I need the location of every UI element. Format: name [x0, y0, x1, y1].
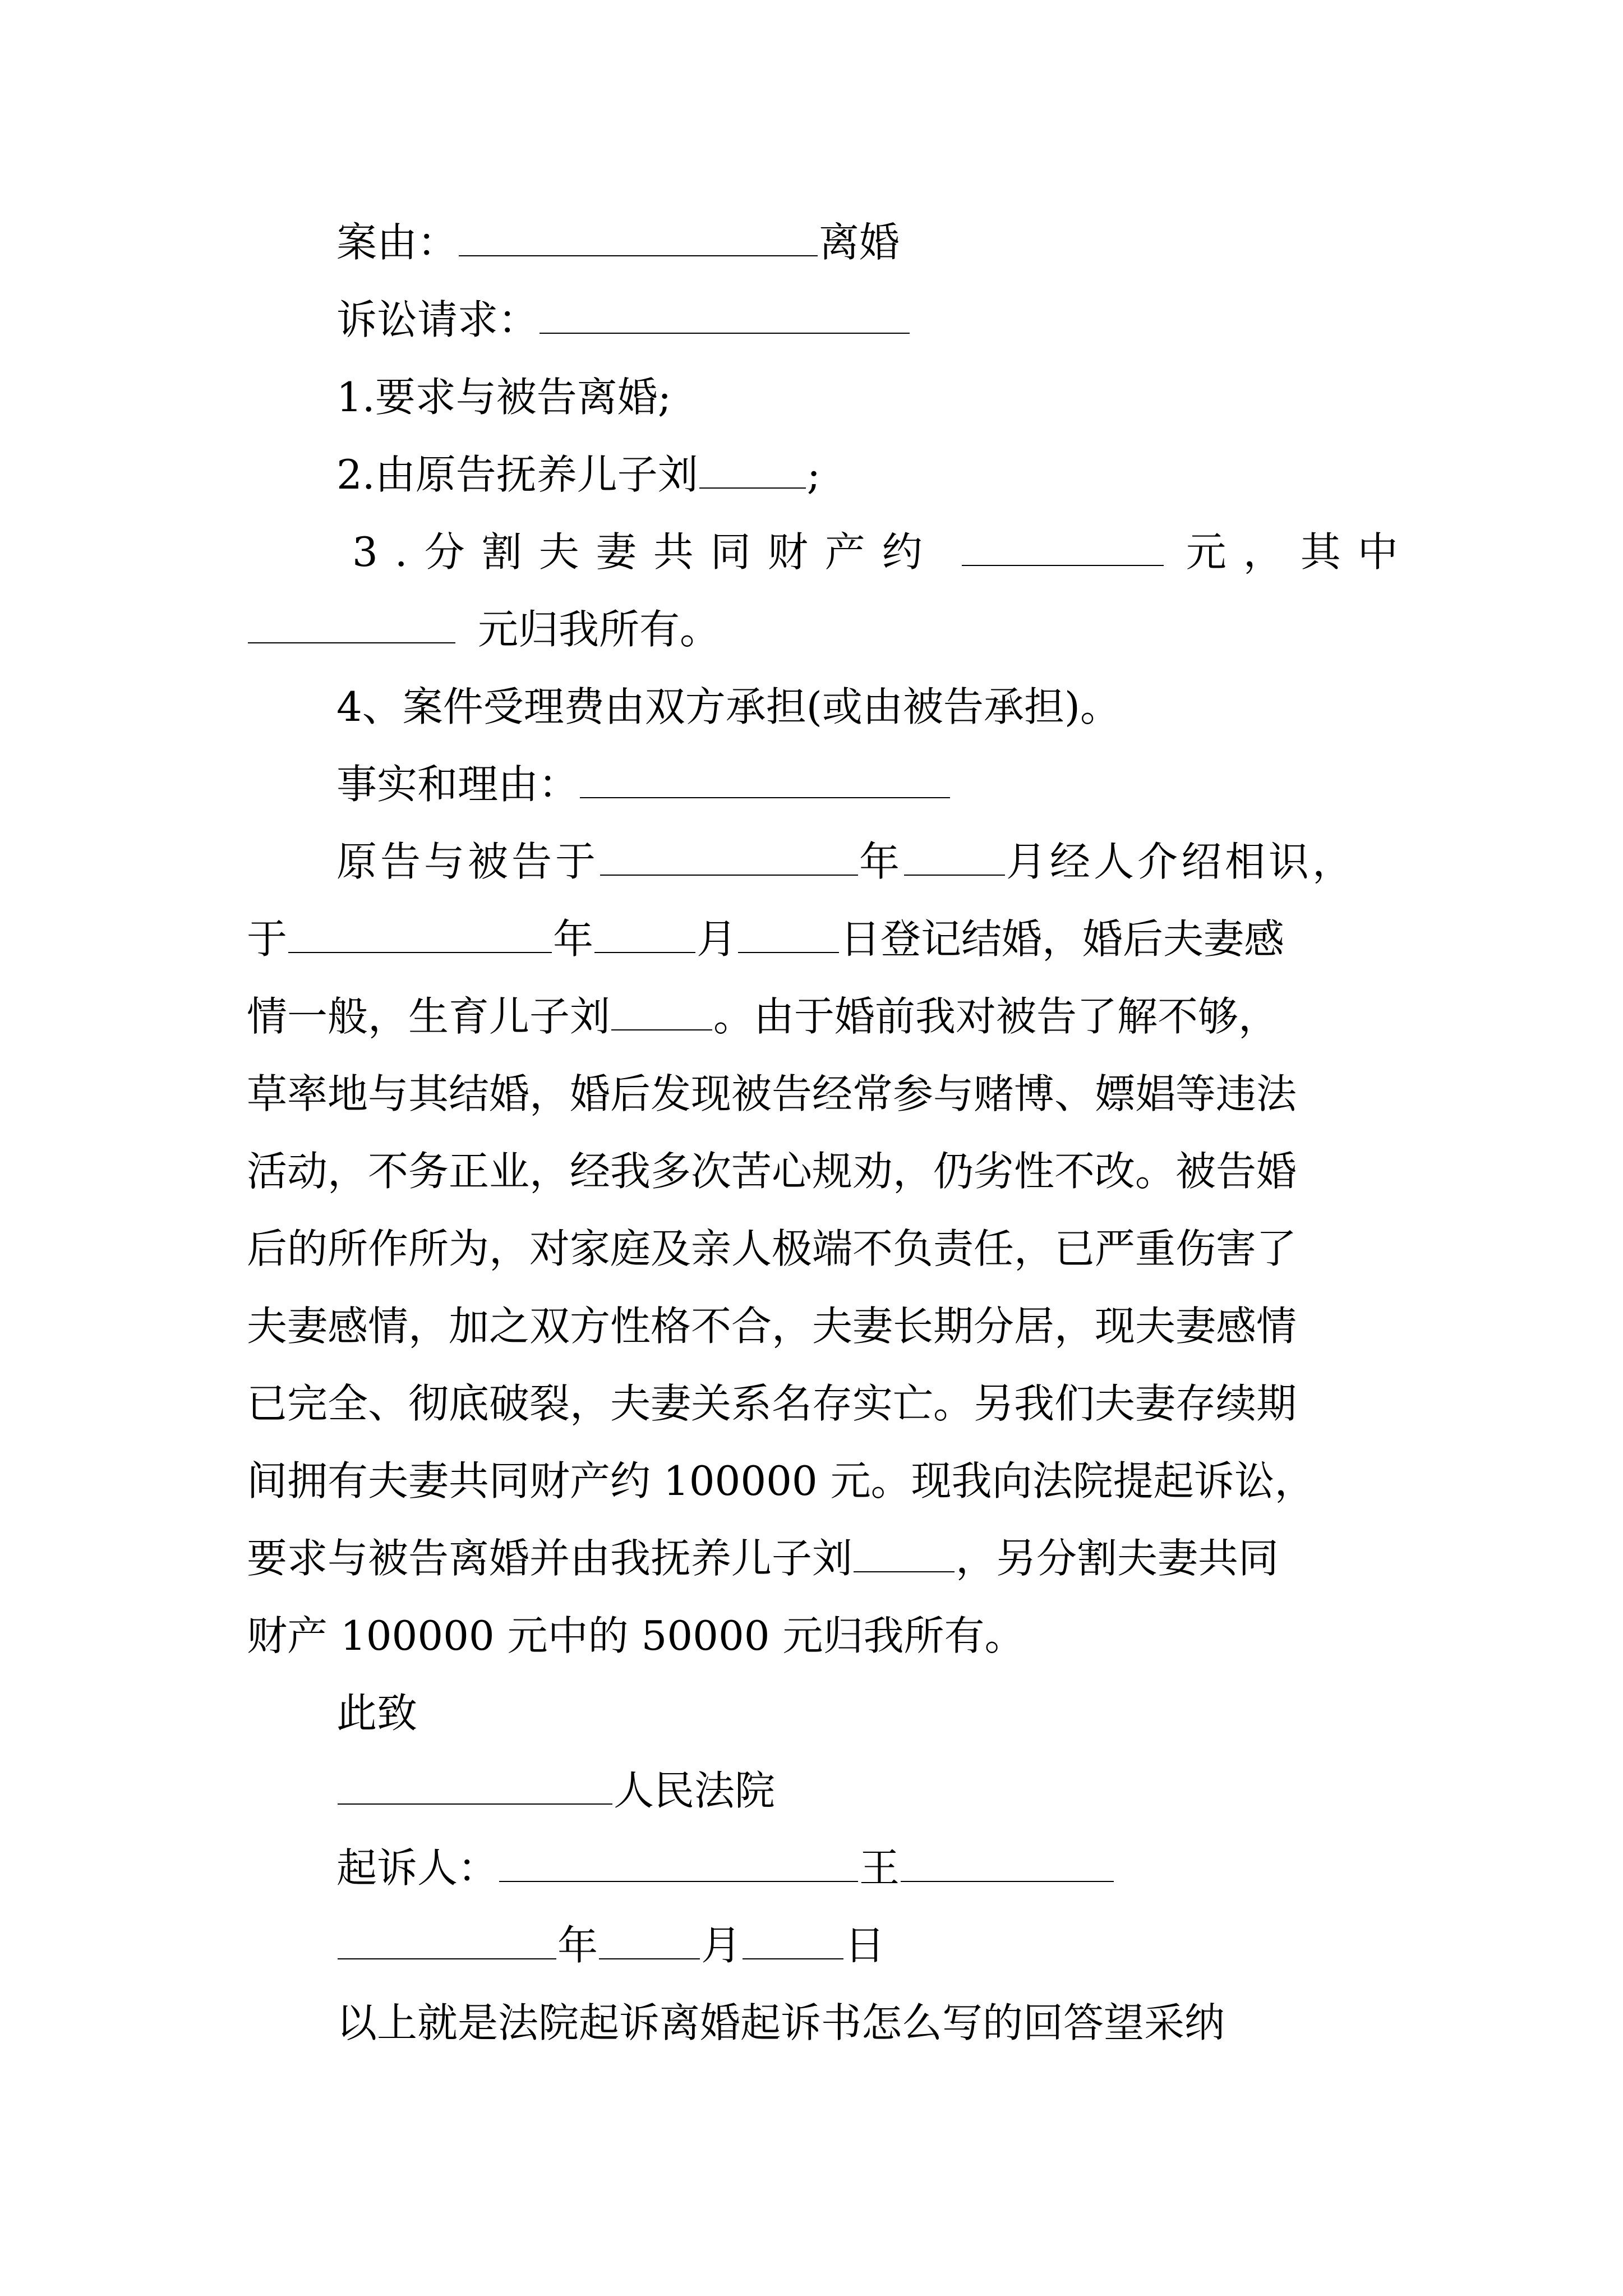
case-cause-value: 离婚 [819, 219, 900, 266]
blank-underline [288, 913, 552, 953]
facts-line-8: 已完全、彻底破裂，夫妻关系名存实亡。另我们夫妻存续期 [247, 1380, 1297, 1427]
blank-underline [743, 1919, 843, 1959]
court-label: 人民法院 [614, 1767, 776, 1814]
court-line [336, 1763, 775, 1819]
blank-underline [540, 293, 910, 334]
blank-underline [962, 526, 1164, 566]
claim-1: 1.要求与被告离婚; [336, 374, 671, 421]
claim-3-cont [247, 601, 720, 657]
text-seg: 月经人介绍相识， [1006, 838, 1357, 885]
facts-line-9: 间拥有夫妻共同财产约 100000 元。现我向法院提起诉讼， [247, 1457, 1315, 1504]
claims-heading-line [336, 292, 911, 348]
blank-underline [338, 1764, 612, 1805]
claim-3-text: 3.分割夫妻共同财产约 [352, 528, 939, 576]
case-cause-label: 案由： [336, 219, 458, 266]
claim-2-text: 2.由原告抚养儿子刘 [336, 451, 698, 498]
text-seg: 要求与被告离婚并由我抚养儿子刘 [247, 1535, 853, 1582]
blank-underline [600, 835, 858, 876]
facts-heading-line [336, 756, 951, 812]
blank-underline [499, 1842, 858, 1882]
text-seg: 日登记结婚，婚后夫妻感 [840, 915, 1285, 963]
day-label: 日 [845, 1922, 886, 1969]
blank-underline [738, 913, 839, 953]
facts-line-3 [247, 988, 1279, 1045]
month-label: 月 [701, 1922, 742, 1969]
claim-3 [352, 524, 1415, 580]
facts-line-11: 财产 100000 元中的 50000 元归我所有。 [247, 1612, 1025, 1659]
facts-line-2 [247, 911, 1284, 967]
facts-line-10 [247, 1530, 1279, 1586]
facts-line-5: 活动，不务正业，经我多次苦心规劝，仍劣性不改。被告婚 [247, 1148, 1297, 1195]
text-seg: ，另分割夫妻共同 [956, 1535, 1279, 1582]
year-label: 年 [557, 1922, 598, 1969]
text-seg: 于 [247, 915, 288, 963]
claim-4: 4、案件受理费由双方承担(或由被告承担)。 [336, 683, 1121, 730]
blank-underline [338, 1919, 556, 1959]
text-seg: 年 [553, 915, 594, 963]
text-seg: 。由于婚前我对被告了解不够， [713, 993, 1279, 1040]
claim-2 [336, 447, 820, 503]
plaintiff-label: 起诉人： [336, 1844, 499, 1892]
blank-underline [904, 835, 1005, 876]
closing-line: 以上就是法院起诉离婚起诉书怎么写的回答望采纳 [336, 1999, 1225, 2046]
plaintiff-name: 王 [859, 1844, 900, 1892]
text-seg: 月 [697, 915, 737, 963]
text-seg: 年 [859, 838, 903, 885]
claims-label: 诉讼请求： [336, 296, 539, 343]
blank-underline [599, 1919, 700, 1959]
blank-underline [459, 216, 818, 256]
blank-underline [580, 758, 950, 798]
salutation: 此致 [336, 1690, 418, 1737]
blank-underline [699, 448, 806, 489]
text-seg: 原告与被告于 [336, 838, 600, 885]
claim-3-end: 元归我所有。 [478, 606, 721, 653]
facts-line-4: 草率地与其结婚，婚后发现被告经常参与赌博、嫖娼等违法 [247, 1070, 1297, 1117]
claim-3-text-2: 元，其中 [1186, 528, 1415, 576]
case-cause-line [336, 214, 900, 270]
facts-label: 事实和理由： [336, 761, 579, 808]
blank-underline [248, 603, 455, 643]
facts-line-1 [336, 834, 1356, 890]
blank-underline [594, 913, 695, 953]
facts-line-6: 后的所作所为，对家庭及亲人极端不负责任，已严重伤害了 [247, 1225, 1297, 1272]
plaintiff-line [336, 1840, 1115, 1896]
blank-underline [901, 1842, 1114, 1882]
text-seg: 情一般，生育儿子刘 [247, 993, 611, 1040]
blank-underline [854, 1532, 955, 1572]
facts-line-7: 夫妻感情，加之双方性格不合，夫妻长期分居，现夫妻感情 [247, 1303, 1297, 1350]
claim-2-end: ; [806, 451, 820, 498]
date-line [336, 1917, 885, 1973]
blank-underline [611, 990, 712, 1030]
